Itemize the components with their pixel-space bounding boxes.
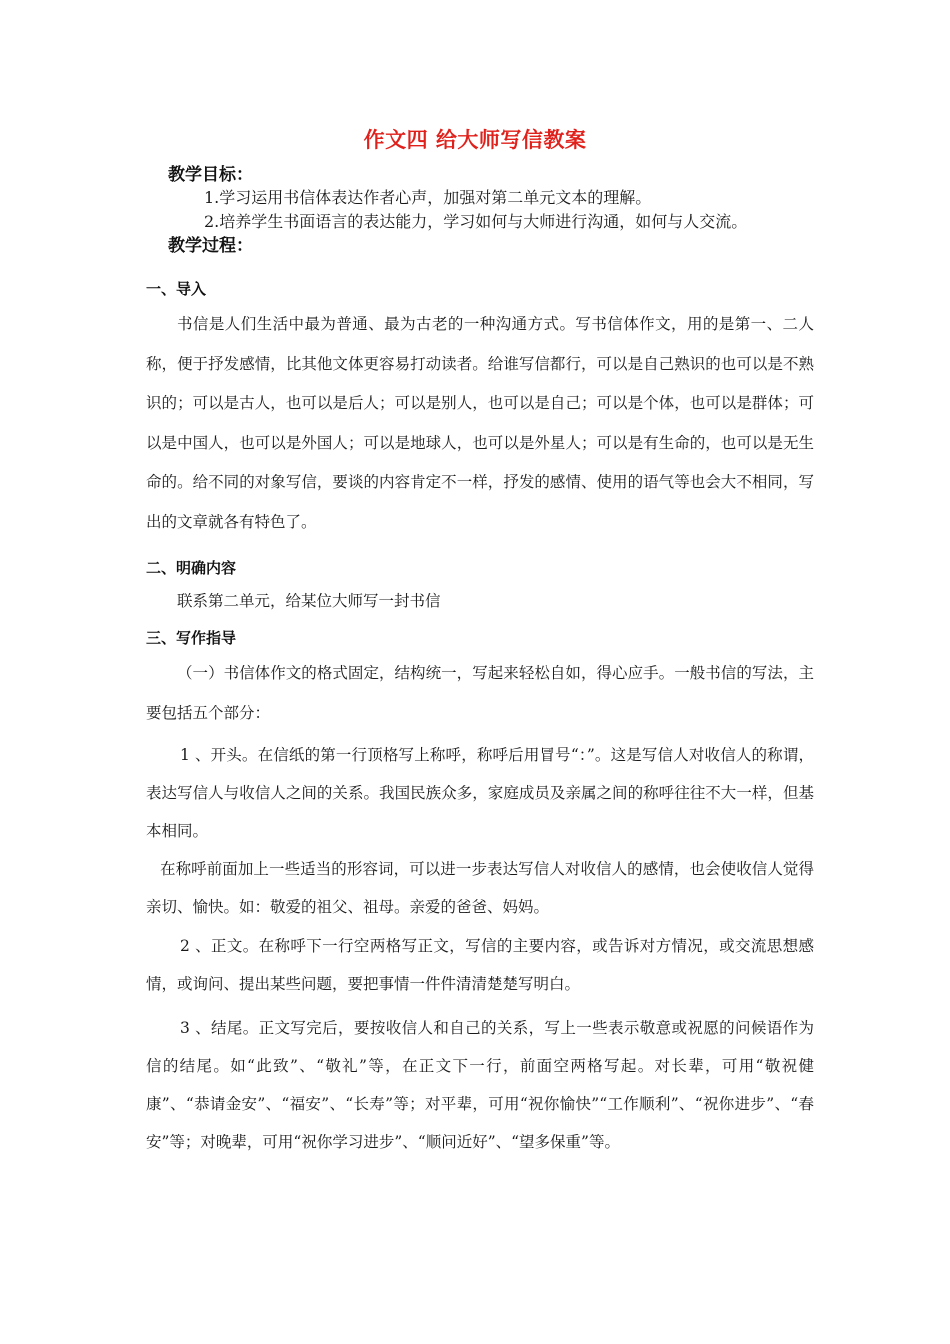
goal-item-1: 1.学习运用书信体表达作者心声，加强对第二单元文本的理解。 [204,188,652,207]
section-heading-content: 二、明确内容 [146,559,237,577]
goal-item-2: 2.培养学生书面语言的表达能力，学习如何与大师进行沟通，如何与人交流。 [204,212,748,231]
guidance-paragraph-format: （一）书信体作文的格式固定，结构统一，写起来轻松自如，得心应手。一般书信的写法，主要包括五个部分： [146,664,814,722]
guidance-paragraph-body: 2 、正文。在称呼下一行空两格写正文，写信的主要内容，或告诉对方情况，或交流思想感情，或询问、提出某些问题，要把事情一件件清清楚楚写明白。 [146,937,814,993]
content-paragraph: 联系第二单元，给某位大师写一封书信 [177,592,441,610]
guidance-paragraph-opening: 1 、开头。在信纸的第一行顶格写上称呼，称呼后用冒号“：”。这是写信人对收信人的称谓，表达写信人与收信人之间的关系。我国民族众多，家庭成员及亲属之间的称呼往往不大一样，但基本相同。 [146,746,814,840]
section-heading-guidance: 三、写作指导 [146,629,237,647]
intro-paragraph: 书信是人们生活中最为普通、最为古老的一种沟通方式。写书信体作文，用的是第一、二人称，便于抒发感情，比其他文体更容易打动读者。给谁写信都行，可以是自己熟识的也可以是不熟识的；可以是古人，也可以是后人；可以是别人，也可以是自己；可以是个体，也可以是群体；可以是中国人，也可以是外国人；可以是地球人，也可以是外星人；可以是有生命的，也可以是无生命的。给不同的对象写信，要谈的内容肯定不一样，抒发的感情、使用的语气等也会大不相同，写出的文章就各有特色了。 [146,315,814,531]
goals-heading: 教学目标： [168,165,253,185]
guidance-paragraph-adjectives: 在称呼前面加上一些适当的形容词，可以进一步表达写信人对收信人的感情，也会使收信人觉得亲切、愉快。如：敬爱的祖父、祖母。亲爱的爸爸、妈妈。 [146,860,814,916]
process-heading: 教学过程： [168,236,253,256]
page-title: 作文四 给大师写信教案 [363,127,587,152]
guidance-paragraph-closing: 3 、结尾。正文写完后，要按收信人和自己的关系，写上一些表示敬意或祝愿的问候语作为信的结尾。如“此致”、“敬礼”等，在正文下一行，前面空两格写起。对长辈，可用“敬祝健康”、“恭请金安”、“福安”、“长寿”等；对平辈，可用“祝你愉快”“工作顺利”、“祝你进步”、“春安”等；对晚辈，可用“祝你学习进步”、“顺问近好”、“望多保重”等。 [146,1019,814,1151]
section-heading-intro: 一、导入 [146,280,207,298]
